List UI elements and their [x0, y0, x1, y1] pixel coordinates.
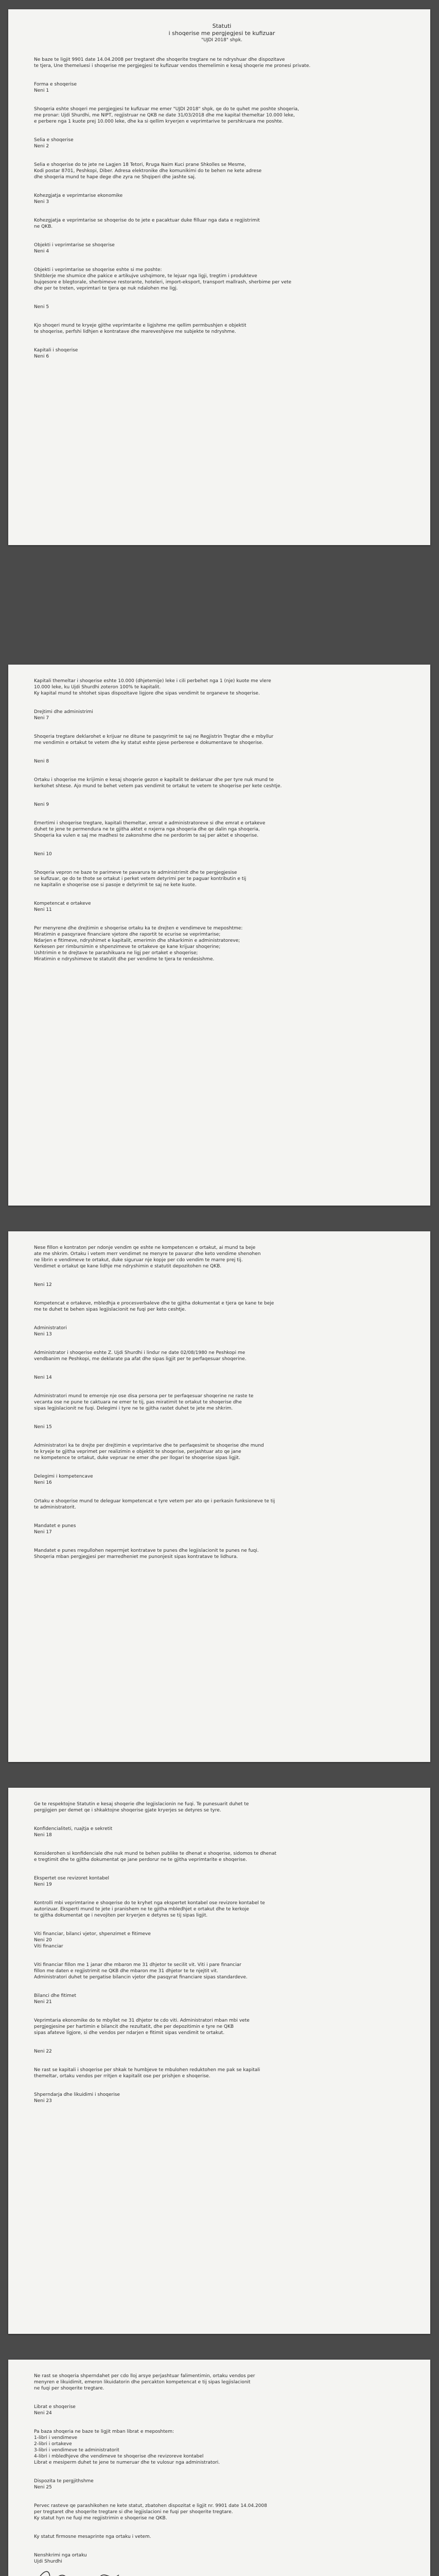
text-line: kerkohet shtese. Ajo mund te behet vetem pas vendimit te ortakut te vetem te shoqerise per kete ceshtje. [34, 784, 282, 789]
text-line: Kompetencat e ortakeve, mbledhja e procesverbaleve dhe te gjitha dokumentat e tjera qe kane te beje [34, 1301, 274, 1306]
paragraph [34, 851, 410, 857]
text-line: Ushtrimin e te drejtave te parashikuara ne ligj per ortaket e shoqerise; [34, 951, 198, 956]
text-line: Kompetencat e ortakeve [34, 901, 91, 906]
text-line: Mandatet e punes [34, 1523, 76, 1529]
text-line: Neni 20 [34, 1938, 52, 1943]
document-page-5 [8, 2360, 430, 2576]
text-line: Neni 10 [34, 852, 52, 857]
paragraph [34, 304, 410, 310]
text-line: se kufizuar, qe do te thote se ortakut i perket vetem detyrimi per te paguar kontributin e tij [34, 876, 247, 882]
text-line: Administratori duhet te pergatise bilancin vjetor dhe pasqyrat financiare sipas standardeve. [34, 1975, 248, 1980]
text-line: Kontrolli mbi veprimtarine e shoqerise do te kryhet nga ekspertet kontabel ose revizore kontabel te [34, 1901, 265, 1906]
text-line: Bilanci dhe fitimet [34, 1993, 77, 1998]
text-line: per tregtaret dhe shoqerite tregtare si dhe legjislacioni ne fuqi per shoqerite tregtare. [34, 2510, 233, 2515]
text-line: Konsiderohen si konfidenciale dhe nuk mund te behen publike te dhenat e shoqerise, sidomos te dhenat [34, 1851, 277, 1856]
text-line: Objekti i veprimtarise se shoqerise [34, 243, 115, 248]
paragraph [34, 347, 410, 360]
text-line: te administratorit. [34, 1505, 76, 1510]
text-line: e perbere nga 1 kuote prej 10.000 leke, dhe ka si qellim kryerjen e veprimtarive te pershkruara me poshte. [34, 119, 284, 124]
page-body [34, 1245, 410, 1560]
text-line: Shitblerje me shumice dhe pakice e artikujve ushqimore, te lejuar nga ligji, tregtim i produkteve [34, 274, 257, 279]
paragraph [34, 2429, 410, 2466]
text-line: Neni 8 [34, 759, 49, 764]
document-page-2 [8, 665, 430, 1206]
text-line: ne kapitalin e shoqerise ose si pasoje e detyrimit te saj ne kete kuote. [34, 883, 197, 888]
text-line: Miratimin e ndryshimeve te statutit dhe per vendime te tjera te rendesishme. [34, 957, 215, 962]
text-line: dhe shoqeria mund te hape dege dhe zyra ne Shqiperi dhe jashte saj. [34, 175, 196, 180]
text-line: 10.000 leke, ku Ujdi Shurdhi zoteron 100% te kapitalit. [34, 685, 161, 690]
text-line: Miratimin e pasqyrave financiare vjetore dhe raportit te ecurise se veprimtarise; [34, 932, 221, 937]
text-line: fillon me daten e regjistrimit ne QKB dhe mbaron me 31 dhjetor te te njejtit vit. [34, 1969, 218, 1974]
paragraph [34, 1993, 410, 2005]
text-line: Neni 4 [34, 249, 49, 254]
page-body [34, 1801, 410, 2104]
paragraph [34, 1851, 410, 1863]
text-line: Ortaku e shoqerise mund te deleguar kompetencat e tyre vetem per ato qe i perkasin funksioneve te tij [34, 1499, 275, 1504]
text-line: Ne rast se kapitali i shoqerise per shkak te humbjeve te mbulohen reduktohen me pak se kapitali [34, 2067, 260, 2073]
text-line: te gjitha dokumentat qe i nevojiten per kryerjen e detyres se tij sipas ligjit. [34, 1913, 208, 1918]
paragraph [34, 709, 410, 721]
text-line: Ortaku i shoqerise me krijimin e kesaj shoqerie gezon e kapitalit te deklaruar dhe per tyre nuk mund te [34, 777, 274, 783]
paragraph [34, 734, 410, 746]
paragraph [34, 1443, 410, 1461]
paragraph [34, 323, 410, 335]
text-line: Neni 1 [34, 88, 49, 93]
document-title: Statuti [212, 23, 232, 29]
paragraph [34, 242, 410, 255]
text-line: Shoqeria tregtare deklarohet e krijuar ne ditune te pasqyrimit te saj ne Regjistrin Tregtar dhe e mbyllur [34, 734, 274, 739]
paragraph [34, 162, 410, 180]
paragraph [34, 2503, 410, 2521]
text-line: 4-libri i mbledhjeve dhe vendimeve te shoqerise dhe revizoreve kontabel [34, 2454, 204, 2459]
text-line: bujqesore e blegtorale, sherbimeve restorante, hoteleri, import-eksport, transport mallrash, sherbime per vete [34, 280, 292, 285]
text-line: Per menyrene dhe drejtimin e shoqerise ortaku ka te drejten e vendimeve te meposhtme: [34, 926, 243, 931]
paragraph [34, 758, 410, 765]
text-line: Kohezgjatja e veprimtarise se shoqerise do te jete e pacaktuar duke filluar nga data e regjistrimit [34, 218, 260, 223]
document-page-4 [8, 1788, 430, 2334]
text-line: Neni 18 [34, 1833, 52, 1838]
paragraph [34, 1801, 410, 1814]
paragraph [34, 1498, 410, 1511]
text-line: Kodi postar 8701, Peshkopi, Diber. Adresa elektronike dhe komunikimi do te behen ne kete adrese [34, 168, 262, 174]
text-line: 1-libri i vendimeve [34, 2435, 78, 2441]
text-line: Emertimi i shoqerise tregtare, kapitali themeltar, emrat e administratoreve si dhe emrat e ortakeve [34, 821, 266, 826]
text-line: Administrator i shoqerise eshte Z. Ujdi Shurdhi i lindur ne date 02/08/1980 ne Peshkopi me [34, 1350, 245, 1355]
text-line: te kryeje te gjitha veprimet per realizimin e objektit te shoqerise, perjashtuar ato qe jane [34, 1449, 241, 1454]
document-subtitle: i shoqerise me pergjegjesi te kufizuar [168, 30, 275, 37]
text-line: Kohezgjatja e veprimtarise ekonomike [34, 193, 123, 198]
text-line: Neni 17 [34, 1530, 52, 1535]
text-line: Kapitali themeltar i shoqerise eshte 10.000 (dhjetemije) leke i cili perbehet nga 1 (nje) kuote me vlere [34, 679, 271, 684]
text-line: Drejtimi dhe administrimi [34, 709, 93, 715]
text-line: Viti financiar fillon me 1 janar dhe mbaron me 31 dhjetor te secilit vit. Viti i pare financiar [34, 1962, 241, 1968]
paragraph [34, 2373, 410, 2392]
text-line: vecanta ose ne pune te caktuara ne emer te tij, pas miratimit te ortakut te shoqerise dhe [34, 1400, 242, 1405]
text-line: Selia e shoqerise [34, 138, 74, 143]
text-line: Forma e shoqerise [34, 82, 77, 87]
text-line: Shperndarja dhe likuidimi i shoqerise [34, 2092, 120, 2097]
text-line: Shoqeria eshte shoqeri me pergjegjesi te kufizuar me emer "UJDI 2018" shpk, qe do te quhet me poshte shoqeria, [34, 107, 299, 112]
paragraph [34, 2092, 410, 2104]
text-line: Ne baze te ligjit 9901 date 14.04.2008 per tregtaret dhe shoqerite tregtare ne te ndryshuar dhe dispozitave [34, 57, 285, 62]
text-line: Neni 6 [34, 354, 49, 359]
paragraph [34, 820, 410, 839]
text-line: me vendimin e ortakut te vetem dhe ky statut eshte pjese perberese e dokumentave te shoqerise. [34, 740, 264, 745]
text-line: dhe per te treten, veprimtari te tjera qe nuk ndalohen me ligj. [34, 286, 178, 291]
text-line: Pa baza shoqeria ne baze te ligjit mban librat e meposhtem: [34, 2429, 174, 2434]
text-line: Shoqeria mban pergjegjesi per marredheniet me punonjesit sipas kontratave te lidhura. [34, 1554, 238, 1560]
text-line: Administratori ka te drejte per drejtimin e veprimtarive dhe te perfaqesimit te shoqerise dhe mund [34, 1443, 264, 1448]
text-line: Ky kapital mund te shtohet sipas dispozitave ligjore dhe sipas vendimit te organeve te shoqerise. [34, 691, 260, 696]
paragraph [34, 1548, 410, 1560]
paragraph [34, 2534, 410, 2540]
text-line: Neni 11 [34, 907, 52, 912]
text-line: me pronar: Ujdi Shurdhi, me NIPT, regjistruar ne QKB ne date 31/03/2018 dhe me kapital themeltar 10.000 leke, [34, 113, 295, 118]
paragraph [34, 802, 410, 808]
text-line: Administratori mund te emeroje nje ose disa persona per te perfaqesuar shoqerine ne raste te [34, 1394, 254, 1399]
text-line: Shoqeria vepron ne baze te parimeve te pavarura te administrimit dhe te pergjegjesise [34, 870, 237, 875]
text-line: autorizuar. Eksperti mund te jete i pranishem ne te gjitha mbledhjet e ortakut dhe te kerkoje [34, 1907, 249, 1912]
text-line: Viti financiar [34, 1944, 63, 1949]
text-line: Neni 14 [34, 1375, 52, 1380]
text-line: 2-libri i ortakeve [34, 2442, 72, 2447]
text-line: Neni 22 [34, 2049, 52, 2054]
text-line: Librat e shoqerise [34, 2404, 76, 2410]
text-line: Pervec rasteve qe parashikohen ne kete statut, zbatohen dispozitat e ligjit nr. 9901 date 14.04.2008 [34, 2503, 267, 2509]
paragraph [34, 193, 410, 205]
paragraph [34, 1523, 410, 1535]
paragraph [34, 777, 410, 789]
page-body [34, 57, 410, 360]
text-line: Ne rast se shoqeria shperndahet per cdo lloj arsye perjashtuar falimentimin, ortaku vendos per [34, 2374, 255, 2379]
paragraph [34, 1350, 410, 1362]
text-line: Shoqeria ka vulen e saj me madhesi te zakonshme dhe ne perdorim te saj per aktet e shoqerise. [34, 833, 259, 838]
document-page-1 [8, 9, 430, 545]
text-line: vendbanim ne Peshkopi, me deklarate pa afat dhe sipas ligjit per te perfaqesuar shoqerine. [34, 1357, 247, 1362]
document-page-3 [8, 1231, 430, 1762]
text-line: Selia e shoqerise do te jete ne Lagjen 18 Tetori, Rruga Naim Kuci prane Shkolles se Mesme, [34, 162, 246, 167]
page-body [34, 2373, 410, 2565]
text-line: Objekti i veprimtarise se shoqerise eshte si me poshte: [34, 267, 162, 273]
paragraph [34, 1931, 410, 1950]
text-line: Neni 16 [34, 1480, 52, 1485]
paragraph [34, 2048, 410, 2055]
text-line: Neni 12 [34, 1282, 52, 1287]
paragraph [34, 1424, 410, 1430]
text-line: themeltar, ortaku vendos per rritjen e kapitalit ose per prishjen e shoqerise. [34, 2074, 210, 2079]
text-line: te shoqerise, perfshi lidhjen e kontratave dhe mareveshjeve me subjekte te ndryshme. [34, 329, 236, 334]
text-line: Nenshkrimi nga ortaku [34, 2553, 87, 2558]
paragraph [34, 1875, 410, 1888]
text-line: Neni 21 [34, 1999, 52, 2005]
paragraph [34, 925, 410, 962]
paragraph [34, 137, 410, 149]
text-line: Viti financiar, bilanci vjetor, shpenzimet e fitimeve [34, 1931, 151, 1937]
text-line: sipas legjislacionit ne fuqi. Delegimi i tyre ne te gjitha rastet duhet te jete me shkrim. [34, 1406, 233, 1411]
text-line: ne librin e vendimeve te ortakut, duke siguruar nje kopje per cdo vendim te marre prej tij. [34, 1258, 243, 1263]
text-line: Kapitali i shoqerise [34, 348, 78, 353]
paragraph [34, 1325, 410, 1337]
paragraph [34, 1393, 410, 1412]
text-line: e tregtimit dhe te gjitha dokumentat qe jane perdorur ne te gjitha veprimtarite e shoqerise. [34, 1857, 247, 1862]
paragraph [34, 106, 410, 125]
text-line: Vendimet e ortakut qe kane lidhje me ndryshimin e statutit depozitohen ne QKB. [34, 1264, 222, 1269]
paragraph [34, 678, 410, 697]
text-line: Veprimtaria ekonomike do te mbyllet ne 31 dhjetor te cdo viti. Administratori mban mbi vete [34, 2018, 250, 2023]
text-line: 3-libri i vendimeve te administratorit [34, 2448, 119, 2453]
text-line: Ge te respektojne Statutin e kesaj shoqerie dhe legjislacionin ne fuqi. Te punesuarit duhet te [34, 1802, 249, 1807]
text-line: ne fuqi per shoqerite tregtare. [34, 2386, 104, 2391]
text-line: Neni 19 [34, 1882, 52, 1887]
paragraph [34, 81, 410, 94]
text-line: pergjigjen per demet qe i shkaktojne shoqerise gjate kryerjes se detyres se tyre. [34, 1808, 221, 1813]
paragraph [34, 217, 410, 230]
paragraph [34, 1300, 410, 1313]
text-line: Ndarjen e fitimeve, ndryshimet e kapitalit, emerimin dhe shkarkimin e administratoreve; [34, 938, 240, 943]
text-line: Neni 7 [34, 716, 49, 721]
text-line: te tjera, Une themeluesi i shoqerise me pergjegjesi te kufizuar vendos themelimin e kesaj shoqerie me pronesi private. [34, 63, 311, 69]
text-line: menyren e likuidimit, emeron likuidatorin dhe percakton kompetencat e tij sipas legjislacionit [34, 2380, 251, 2385]
text-line: Administratori [34, 1326, 67, 1331]
paragraph [34, 901, 410, 913]
page-body [34, 678, 410, 962]
text-line: sipas afateve ligjore, si dhe vendos per ndarjen e fitimit sipas vendimit te ortakut. [34, 2030, 225, 2036]
text-line: Konfidencialiteti, ruajtja e sekretit [34, 1826, 113, 1832]
text-line: pergjegjesine per hartimin e bilancit dhe rezultatit, dhe per depozitimin e tyre ne QKB [34, 2024, 234, 2029]
paragraph [34, 57, 410, 69]
paragraph [34, 2018, 410, 2036]
text-line: ate me shkrim. Ortaku i vetem merr vendimet ne menyre te pavarur dhe keto vendime shenohen [34, 1251, 261, 1257]
text-line: me te duhet te behen sipas legjislacionit ne fuqi per keto ceshtje. [34, 1307, 186, 1312]
paragraph [34, 1962, 410, 1980]
text-line: Ujdi Shurdhi [34, 2559, 62, 2564]
paragraph [34, 870, 410, 888]
text-line: ne QKB. [34, 224, 53, 229]
paragraph [34, 2478, 410, 2490]
text-line: Neni 23 [34, 2098, 52, 2104]
text-line: Neni 2 [34, 144, 49, 149]
text-line: Ky statut firmosne mesaprinte nga ortaku i vetem. [34, 2534, 151, 2539]
paragraph [34, 1473, 410, 1486]
text-line: Neni 13 [34, 1332, 52, 1337]
text-line: duhet te jene te permendura ne te gjitha aktet e nxjerra nga shoqeria dhe qe dalin nga shoqeria, [34, 827, 260, 832]
paragraph [34, 2404, 410, 2416]
paragraph [34, 1826, 410, 1838]
signature-image [29, 2561, 142, 2576]
paragraph [34, 1245, 410, 1269]
text-line: Neni 15 [34, 1425, 52, 1430]
text-line: Dispozita te pergjithshme [34, 2479, 94, 2484]
text-line: Neni 3 [34, 199, 49, 205]
text-line: Delegimi i kompetencave [34, 1474, 93, 1479]
text-line: Ky statut hyn ne fuqi me regjistrimin e shoqerise ne QKB. [34, 2516, 167, 2521]
paragraph [34, 1282, 410, 1288]
text-line: Ekspertet ose revizoret kontabel [34, 1876, 110, 1881]
paragraph [34, 1375, 410, 1381]
text-line: ne kompetence te ortakut, duke vepruar ne emer dhe per llogari te shoqerise sipas ligjit. [34, 1455, 240, 1461]
text-line: Neni 5 [34, 304, 49, 310]
text-line: Nese fillon e kontraton per ndonje vendim qe eshte ne kompetencen e ortakut, ai mund ta beje [34, 1245, 256, 1250]
text-line: Kjo shoqeri mund te kryeje gjithe veprimtarite e ligjshme me qellim permbushjen e objektit [34, 323, 247, 328]
text-line: Librat e mesiperm duhet te jene te numeruar dhe te vulosur nga administratori. [34, 2460, 220, 2465]
text-line: Neni 24 [34, 2411, 52, 2416]
text-line: Neni 9 [34, 802, 49, 807]
company-name-line: "UJDI 2018" shpk. [201, 38, 242, 43]
text-line: Neni 25 [34, 2485, 52, 2490]
paragraph [34, 1900, 410, 1919]
text-line: Kerkesen per rimbursimin e shpenzimeve te ortakeve qe kane krijuar shoqerine; [34, 944, 221, 950]
text-line: Mandatet e punes rregullohen nepermjet kontratave te punes dhe legjislacionit te punes ne fuqi. [34, 1548, 259, 1553]
paragraph [34, 2067, 410, 2079]
paragraph [34, 267, 410, 292]
